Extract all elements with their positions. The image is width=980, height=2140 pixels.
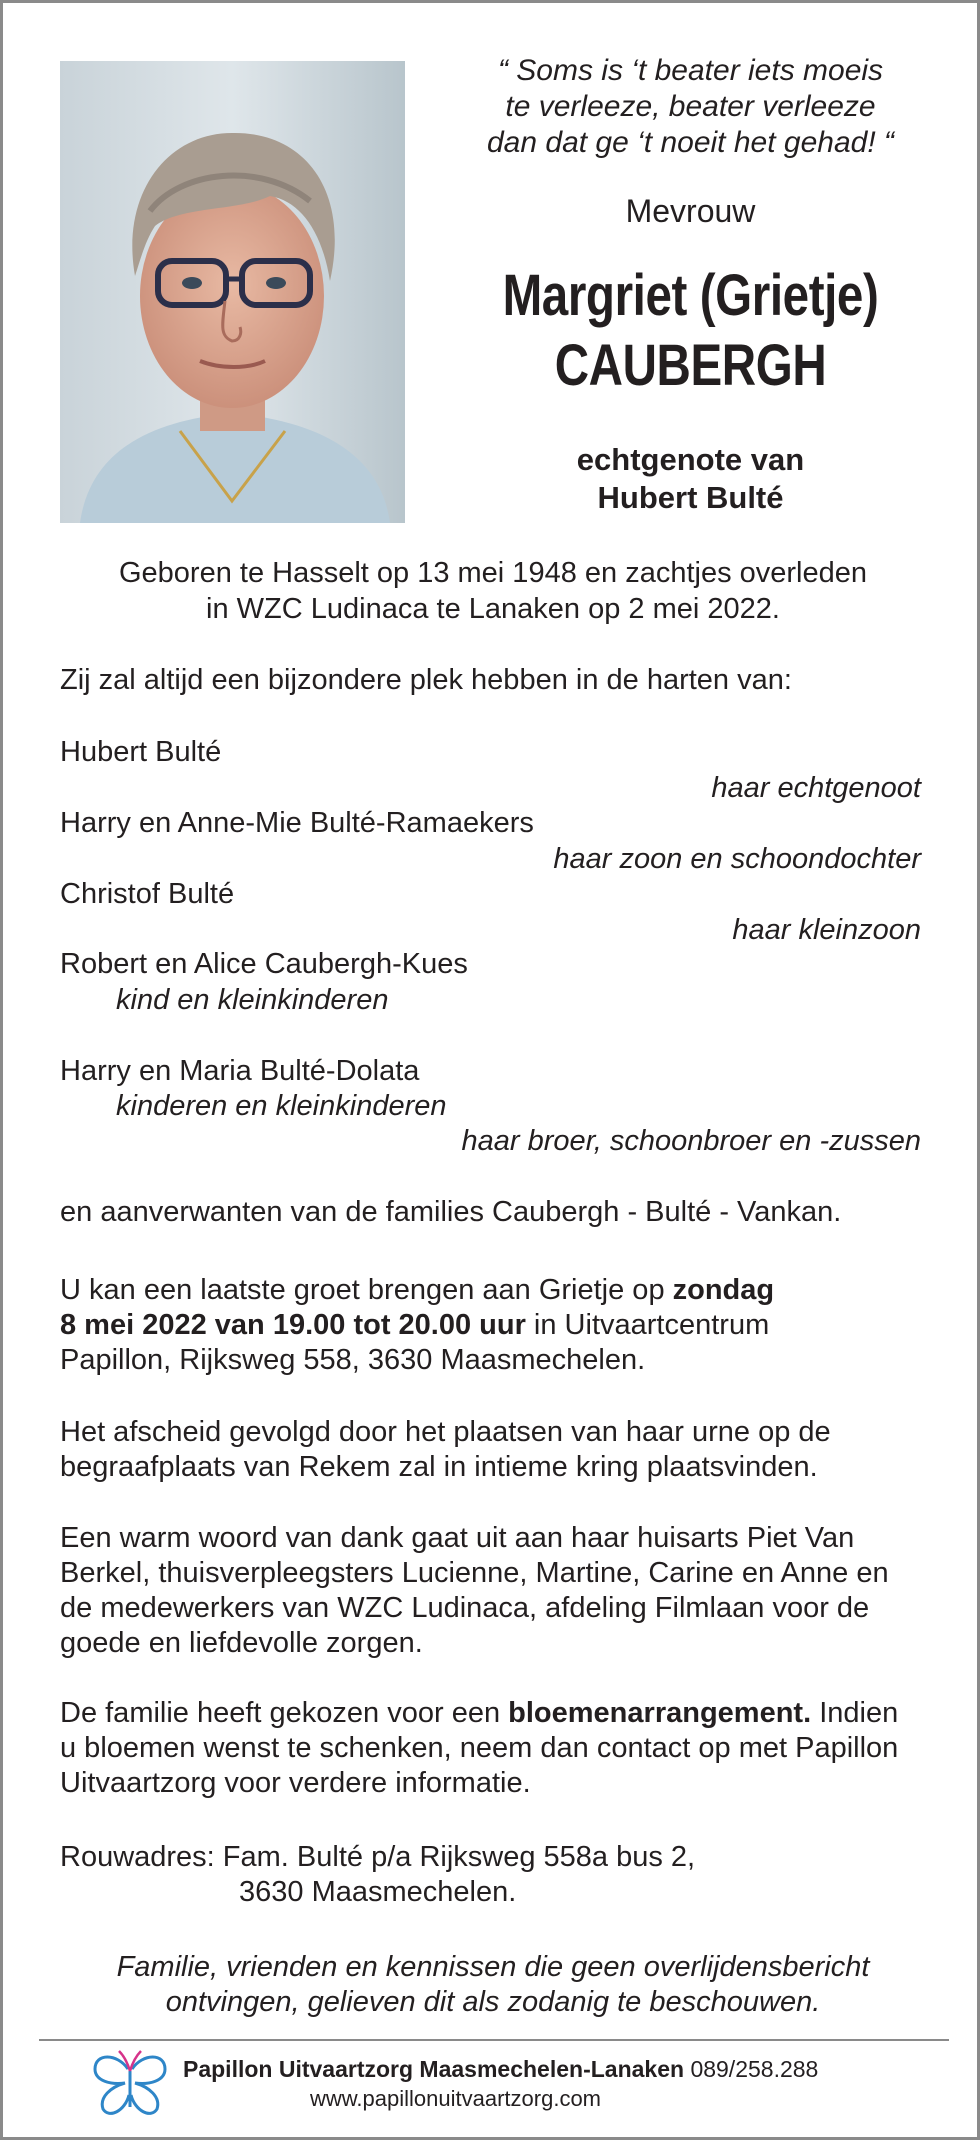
footer-divider [39, 2039, 949, 2041]
footer-phone: 089/258.288 [690, 2056, 819, 2082]
visitation-day: zondag [672, 1274, 775, 1306]
relatives-line: en aanverwanten van de families Caubergh - Bulté - Vankan. [60, 1196, 842, 1228]
birth-death-info [60, 555, 926, 627]
spouse-name: Hubert Bulté [597, 480, 784, 515]
family-member-name: Harry en Maria Bulté-Dolata [60, 1055, 420, 1087]
family-member-relation: haar zoon en schoondochter [553, 843, 921, 875]
family-intro: Zij zal altijd een bijzondere plek hebben in de harten van: [60, 664, 792, 696]
family-member-relation: haar echtgenoot [711, 772, 921, 804]
spouse-info [423, 441, 958, 517]
flowers-paragraph [60, 1696, 920, 1801]
family-member-relation: haar kleinzoon [732, 914, 921, 946]
family-member-name: Christof Bulté [60, 878, 235, 910]
flowers-text: De familie heeft gekozen voor een [60, 1697, 509, 1729]
salutation: Mevrouw [625, 193, 756, 229]
deceased-name-surname: CAUBERGH [554, 333, 827, 398]
visitation-location: Papillon, Rijksweg 558, 3630 Maasmechelen. [60, 1344, 646, 1376]
family-member-name: Robert en Alice Caubergh-Kues [60, 948, 468, 980]
portrait-photo [60, 61, 405, 523]
siblings-relation: haar broer, schoonbroer en -zussen [461, 1125, 921, 1157]
family-member-relation: kind en kleinkinderen [116, 984, 389, 1016]
footer-company-line [183, 2055, 818, 2083]
visitation-text: U kan een laatste groet brengen aan Grietje op [60, 1274, 673, 1306]
visitation-datetime: 8 mei 2022 van 19.00 tot 20.00 uur [60, 1309, 526, 1341]
mourning-address: Rouwadres: Fam. Bulté p/a Rijksweg 558a bus 2, [60, 1841, 696, 1873]
deceased-name-first: Margriet (Grietje) [502, 263, 879, 328]
closing-note: Familie, vrienden en kennissen die geen overlijdensbericht ontvingen, gelieven dit als zodanig te beschouwen. [116, 1951, 870, 2018]
birth-line: Geboren te Hasselt op 13 mei 1948 en zachtjes overleden [118, 557, 868, 589]
deceased-name [471, 261, 910, 401]
footer-website[interactable]: www.papillonuitvaartzorg.com [309, 2086, 602, 2111]
butterfly-logo-icon [89, 2047, 171, 2119]
flowers-text: Indien u bloemen wenst te schenken, neem dan contact op met Papillon Uitvaartzorg voor verdere informatie. [60, 1697, 899, 1799]
farewell-paragraph: Het afscheid gevolgd door het plaatsen van haar urne op de begraafplaats van Rekem zal in intieme kring plaatsvinden. [60, 1416, 831, 1483]
visitation-paragraph [60, 1273, 940, 1378]
poem-quote: “ Soms is ‘t beater iets moeis te verleeze, beater verleeze dan dat ge ‘t noeit het gehad! “ [487, 54, 894, 159]
family-member-name: Hubert Bulté [60, 736, 222, 768]
visitation-text: in Uitvaartcentrum [525, 1309, 770, 1341]
death-line: in WZC Ludinaca te Lanaken op 2 mei 2022. [206, 593, 780, 625]
flowers-emphasis: bloemenarrangement. [508, 1697, 812, 1729]
thanks-paragraph: Een warm woord van dank gaat uit aan haar huisarts Piet Van Berkel, thuisverpleegsters Lucienne, Martine, Carine en Anne en de medewerkers van WZC Ludinaca, afdeling Filmlaan voor de goede en liefdevolle zorgen. [60, 1522, 889, 1659]
family-member-name: Harry en Anne-Mie Bulté-Ramaekers [60, 807, 534, 839]
footer-company: Papillon Uitvaartzorg Maasmechelen-Lanaken [183, 2056, 685, 2082]
mourning-address-city: 3630 Maasmechelen. [239, 1876, 517, 1908]
family-member-relation: kinderen en kleinkinderen [116, 1090, 447, 1122]
spouse-label: echtgenote van [576, 442, 805, 477]
